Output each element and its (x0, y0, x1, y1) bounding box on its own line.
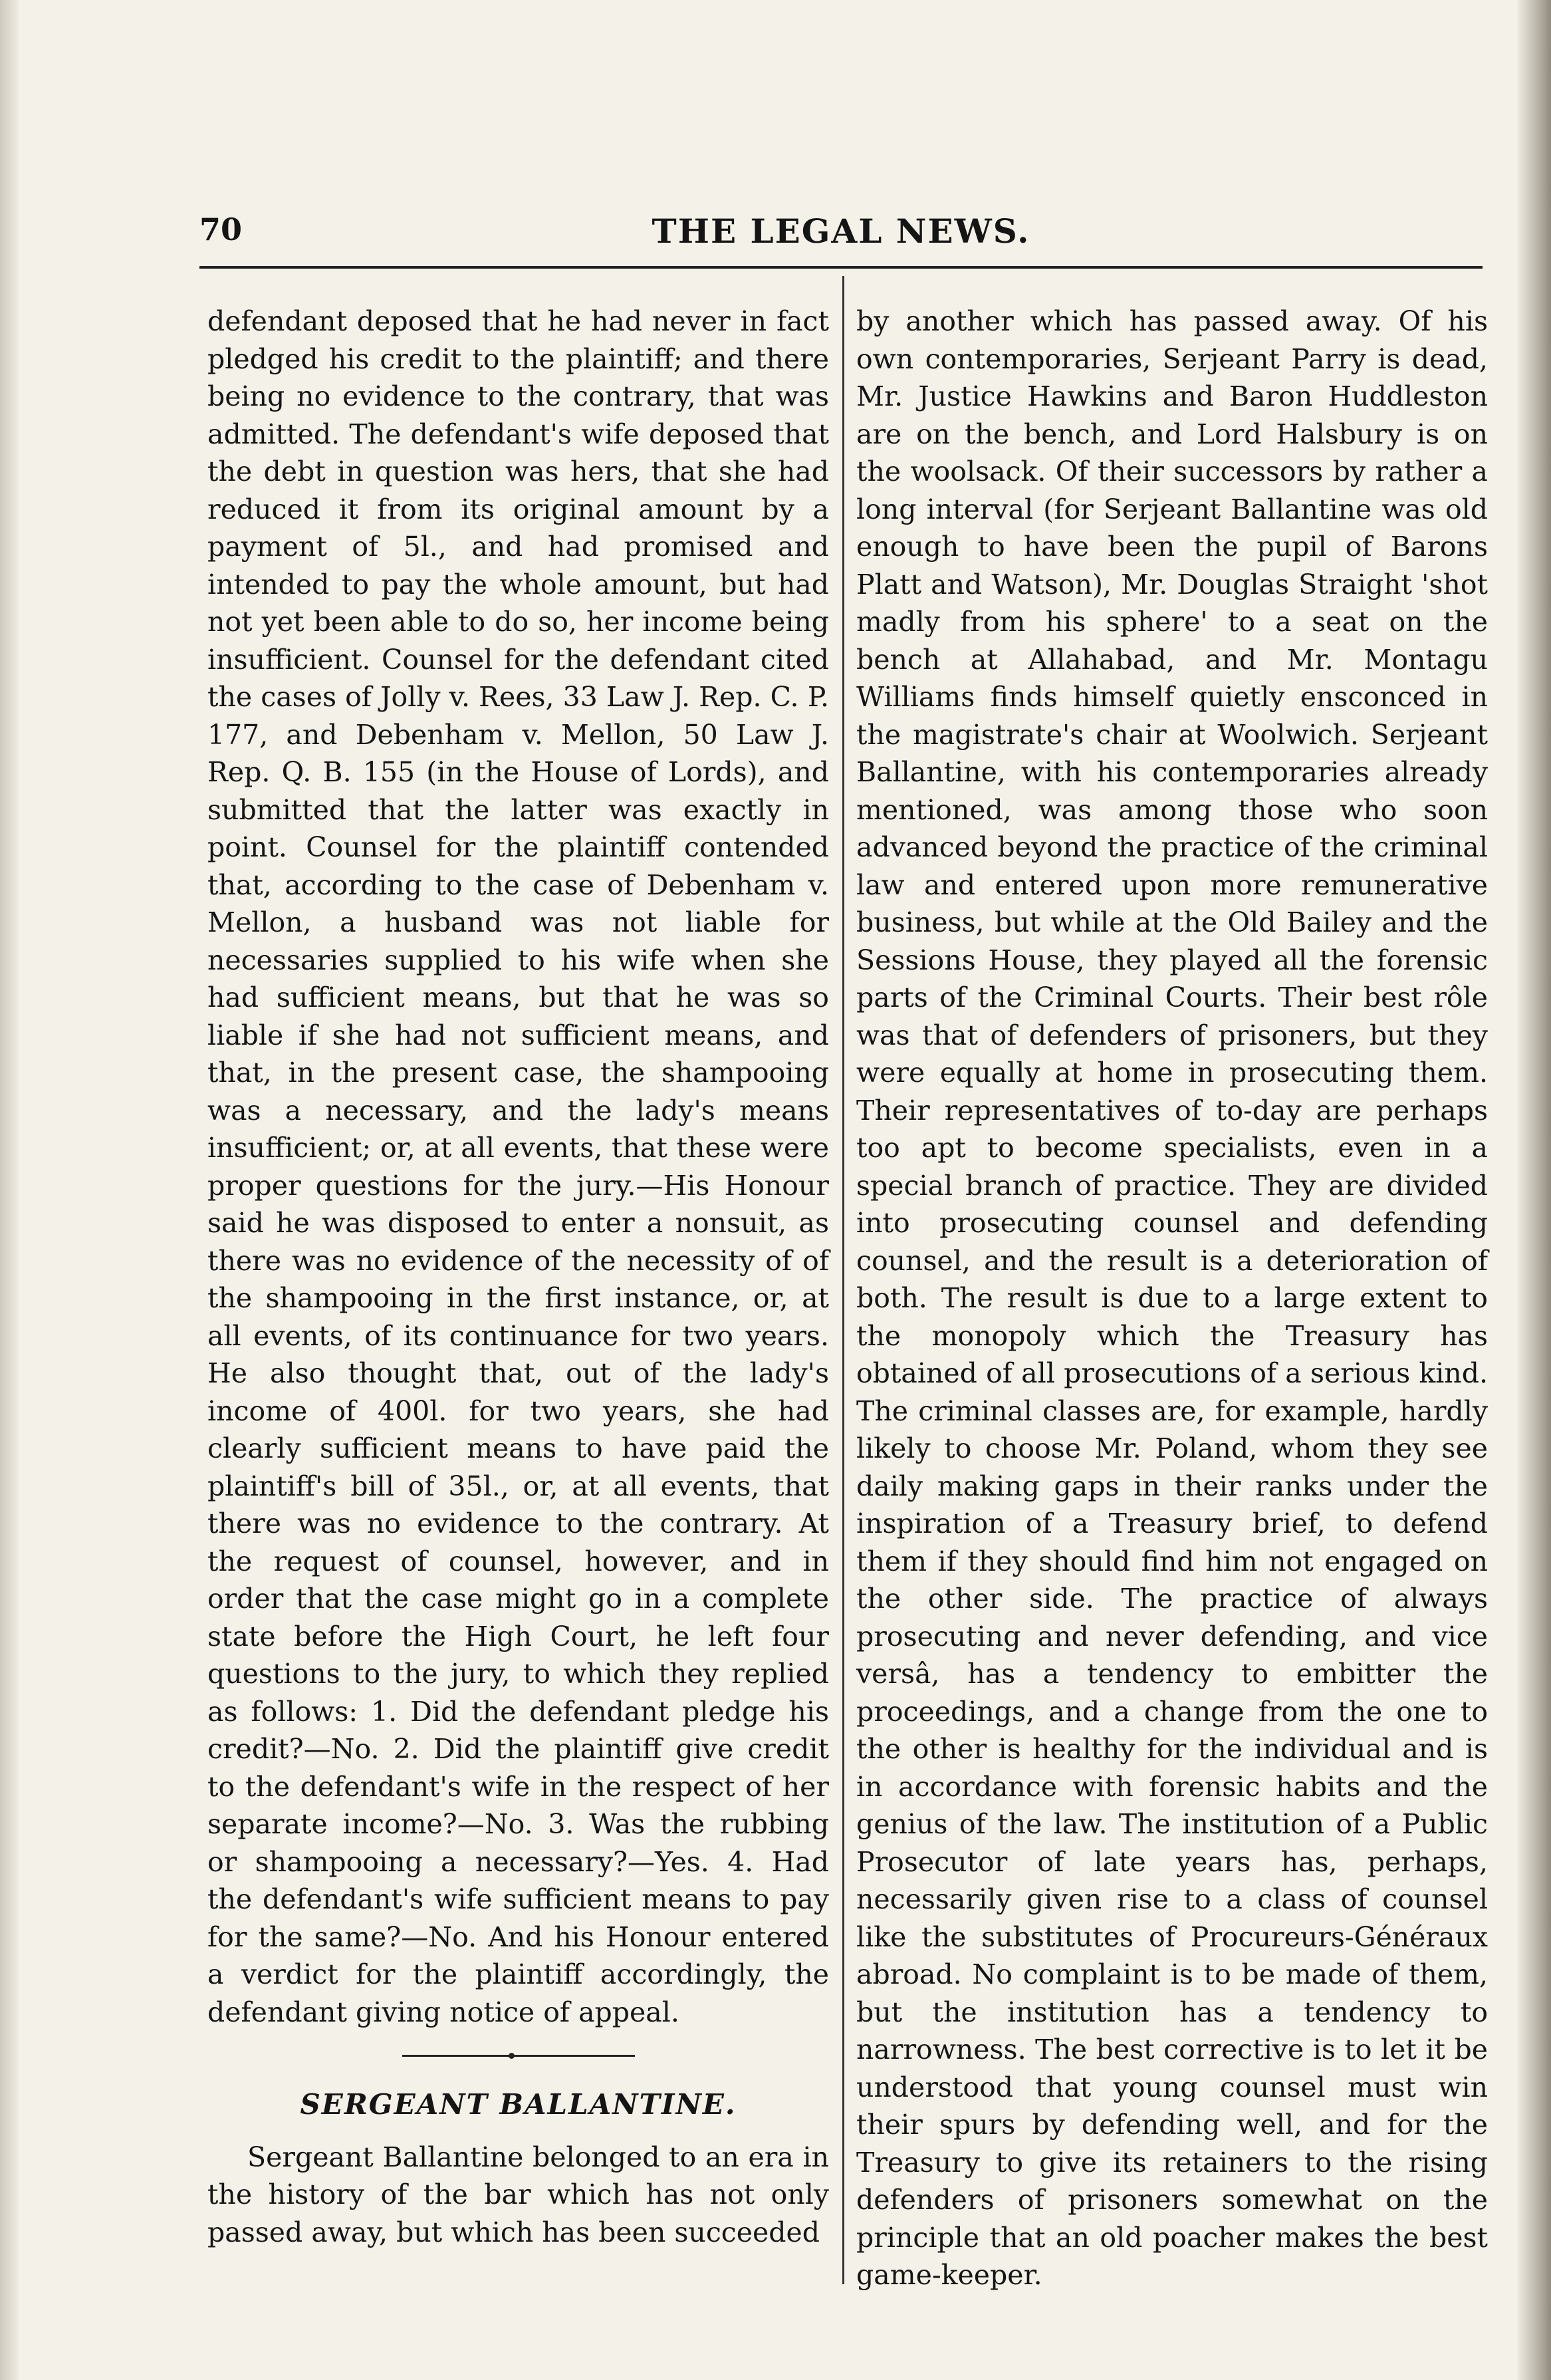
page-header (199, 199, 1483, 259)
left-column (207, 303, 829, 2251)
section-heading: SERGEANT BALLANTINE. (300, 2088, 737, 2121)
article-opening-paragraph: Sergeant Ballantine belonged to an era in the history of the bar which has not only passed away, but which has been succeeded (207, 2141, 829, 2248)
column-divider (842, 276, 844, 2284)
running-title: THE LEGAL NEWS. (652, 211, 1030, 251)
scan-edge-left (0, 0, 19, 2380)
article-continuation-paragraph: defendant deposed that he had never in fact pledged his credit to the plaintiff; and there being no evidence to the contrary, that was admitted. The defendant's wife deposed that the debt in question was hers, that she had reduced it from its original amount by a payment of 5l., and had promised and intended to pay the whole amount, but had not yet been able to do so, her income being insufficient. Counsel for the defendant cited the cases of Jolly v. Rees, 33 Law J. Rep. C. P. 177, and Debenham v. Mellon, 50 Law J. Rep. Q. B. 155 (in the House of Lords), and submitted that the latter was exactly in point. Counsel for the plaintiff contended that, according to the case of Debenham v. Mellon, a husband was not liable for necessaries supplied to his wife when she had sufficient means, but that he was so liable if she had not sufficient means, and that, in the present case, the shampooing was a necessary, and the lady's means insufficient; or, at all events, that these were proper questions for the jury.—His Honour said he was disposed to enter a nonsuit, as there was no evidence of the necessity of of the shampooing in the first instance, or, at all events, of its continuance for two years. He also thought that, out of the lady's income of 400l. for two years, she had clearly sufficient means to have paid the plaintiff's bill of 35l., or, at all events, that there was no evidence to the contrary. At the request of counsel, however, and in order that the case might go in a complete state before the High Court, he left four questions to the jury, to which they replied as follows: 1. Did the defendant pledge his credit?—No. 2. Did the plaintiff give credit to the defendant's wife in the respect of her separate income?—No. 3. Was the rubbing or shampooing a necessary?—Yes. 4. Had the defendant's wife sufficient means to pay for the same?—No. And his Honour entered a verdict for the plaintiff accordingly, the defendant giving notice of appeal. (207, 305, 829, 2028)
section-divider (402, 2055, 635, 2057)
article-body-paragraph: by another which has passed away. Of his own contemporaries, Serjeant Parry is dead, Mr. Justice Hawkins and Baron Huddleston are on the bench, and Lord Halsbury is on the woolsack. Of their successors by rather a long interval (for Serjeant Ballantine was old enough to have been the pupil of Barons Platt and Watson), Mr. Douglas Straight 'shot madly from his sphere' to a seat on the bench at Allahabad, and Mr. Montagu Williams finds himself quietly ensconced in the magistrate's chair at Woolwich. Serjeant Ballantine, with his contemporaries already mentioned, was among those who soon advanced beyond the practice of the criminal law and entered upon more remunerative business, but while at the Old Bailey and the Sessions House, they played all the forensic parts of the Criminal Courts. Their best rôle was that of defenders of prisoners, but they were equally at home in prosecuting them. Their representatives of to-day are perhaps too apt to become specialists, even in a special branch of practice. They are divided into prosecuting counsel and defending counsel, and the result is a deterioration of both. The result is due to a large extent to the monopoly which the Treasury has obtained of all prosecutions of a serious kind. The criminal classes are, for example, hardly likely to choose Mr. Poland, whom they see daily making gaps in their ranks under the inspiration of a Treasury brief, to defend them if they should find him not engaged on the other side. The practice of always prosecuting and never defending, and vice versâ, has a tendency to embitter the proceedings, and a change from the one to the other is healthy for the individual and is in accordance with forensic habits and the genius of the law. The institution of a Public Prosecutor of late years has, perhaps, necessarily given rise to a class of counsel like the substitutes of Procureurs-Généraux abroad. No complaint is to be made of them, but the institution has a tendency to narrowness. The best corrective is to let it be understood that young counsel must win their spurs by defending well, and for the Treasury to give its retainers to the rising defenders of prisoners somewhat on the principle that an old poacher makes the best game-keeper. (856, 305, 1488, 2291)
header-rule (199, 266, 1483, 269)
scan-edge-right (1518, 0, 1551, 2380)
right-column (856, 303, 1488, 2294)
page-number: 70 (199, 211, 243, 247)
